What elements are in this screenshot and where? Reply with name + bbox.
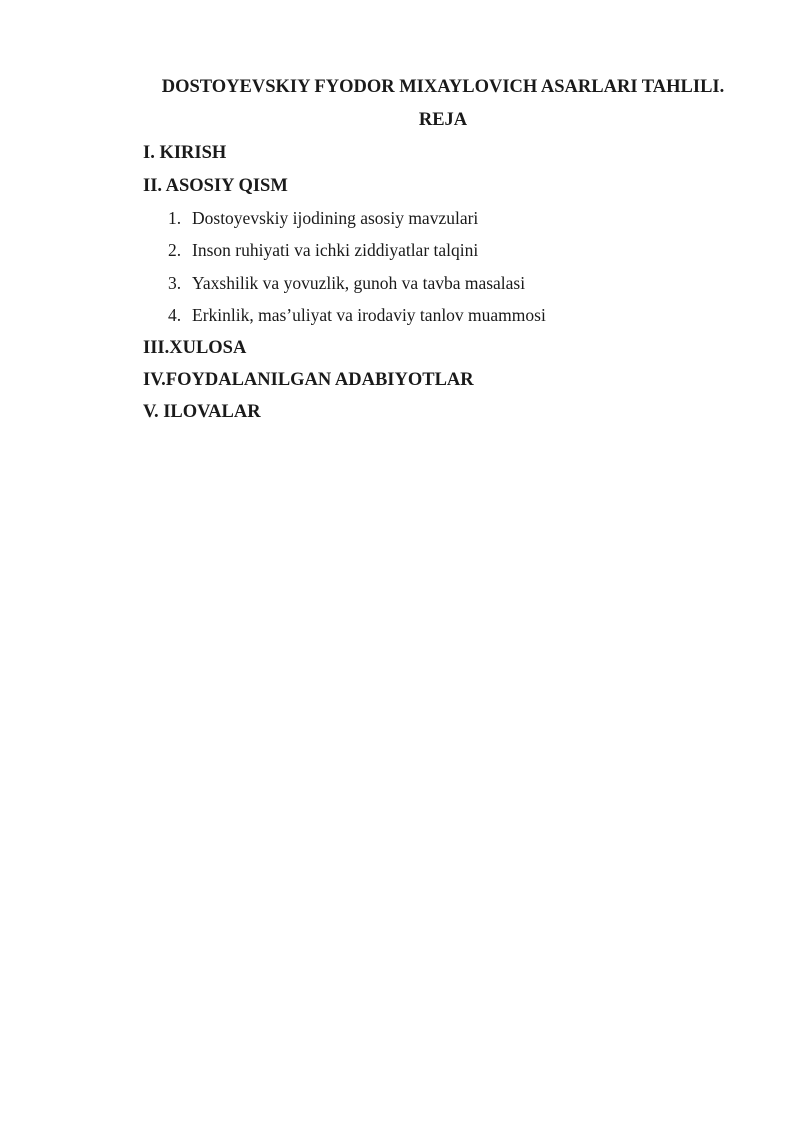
document-title: DOSTOYEVSKIY FYODOR MIXAYLOVICH ASARLARI TAHLILI. [161, 77, 725, 97]
list-item-text: Erkinlik, mas’uliyat va irodaviy tanlov muammosi [192, 305, 546, 325]
list-item [168, 207, 478, 229]
section-main-part: II. ASOSIY QISM [143, 176, 288, 196]
section-appendices: V. ILOVALAR [143, 402, 261, 422]
plan-heading: REJA [418, 110, 468, 130]
list-item-number: 1. [168, 208, 182, 228]
list-item-number: 4. [168, 305, 182, 325]
list-item-text: Yaxshilik va yovuzlik, gunoh va tavba masalasi [192, 273, 526, 293]
section-references: IV.FOYDALANILGAN ADABIYOTLAR [143, 370, 474, 390]
list-item-number: 3. [168, 273, 182, 293]
list-item-text: Inson ruhiyati va ichki ziddiyatlar talqini [192, 240, 479, 260]
list-item [168, 239, 478, 261]
section-introduction: I. KIRISH [143, 143, 227, 163]
section-conclusion: III.XULOSA [143, 338, 247, 358]
list-item [168, 304, 546, 326]
list-item [168, 272, 525, 294]
list-item-number: 2. [168, 240, 182, 260]
list-item-text: Dostoyevskiy ijodining asosiy mavzulari [192, 208, 479, 228]
